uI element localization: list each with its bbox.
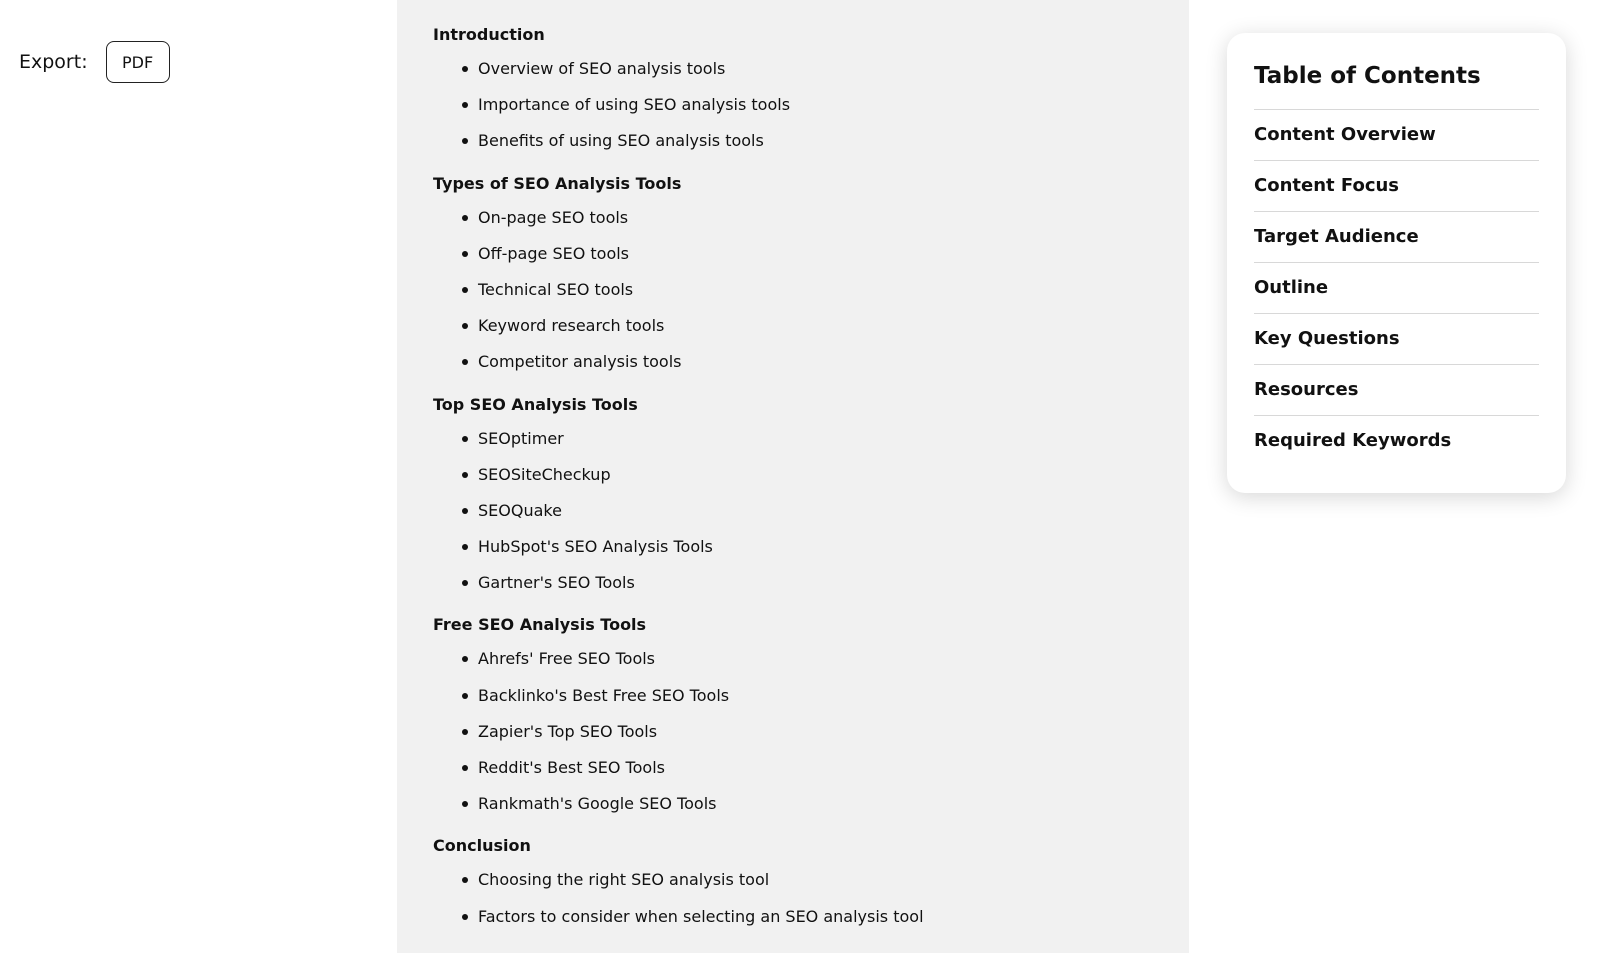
list-item-text: HubSpot's SEO Analysis Tools [478, 537, 713, 557]
bullet-list [433, 56, 1173, 165]
bullet-dot-icon [462, 914, 468, 920]
list-item [433, 349, 1173, 385]
bullet-dot-icon [462, 138, 468, 144]
document-panel[interactable] [397, 0, 1189, 953]
list-item-text: Keyword research tools [478, 316, 665, 336]
bullet-dot-icon [462, 66, 468, 72]
list-item [433, 277, 1173, 313]
bullet-dot-icon [462, 508, 468, 514]
list-item-text: On-page SEO tools [478, 207, 629, 227]
bullet-dot-icon [462, 102, 468, 108]
list-item [433, 570, 1173, 606]
bullet-dot-icon [462, 765, 468, 771]
section-heading: Free SEO Analysis Tools [433, 615, 647, 635]
list-item-text: Gartner's SEO Tools [478, 573, 635, 593]
list-item-text: Ahrefs' Free SEO Tools [478, 649, 656, 669]
list-item [433, 56, 1173, 92]
toc-link[interactable]: Outline [1254, 263, 1539, 314]
bullet-dot-icon [462, 580, 468, 586]
list-item [433, 791, 1173, 827]
document-outline [433, 22, 1173, 946]
bullet-list [433, 646, 1173, 827]
list-item-text: Competitor analysis tools [478, 352, 682, 372]
bullet-dot-icon [462, 287, 468, 293]
list-item-text: Backlinko's Best Free SEO Tools [478, 685, 730, 705]
bullet-dot-icon [462, 436, 468, 442]
list-item [433, 313, 1173, 349]
list-item [433, 426, 1173, 462]
bullet-dot-icon [462, 693, 468, 699]
bullet-dot-icon [462, 359, 468, 365]
export-controls [19, 41, 170, 83]
section-heading: Conclusion [433, 836, 531, 856]
list-item [433, 205, 1173, 241]
toc-link[interactable]: Key Questions [1254, 314, 1539, 365]
list-item [433, 241, 1173, 277]
right-panel [1189, 0, 1600, 953]
list-item [433, 462, 1173, 498]
bullet-dot-icon [462, 801, 468, 807]
toc-link[interactable]: Target Audience [1254, 212, 1539, 263]
bullet-dot-icon [462, 323, 468, 329]
section-heading: Top SEO Analysis Tools [433, 394, 638, 414]
toc-link[interactable]: Content Focus [1254, 161, 1539, 212]
bullet-dot-icon [462, 877, 468, 883]
list-item-text: Overview of SEO analysis tools [478, 59, 726, 78]
list-item-text: SEOQuake [478, 500, 562, 520]
list-item [433, 128, 1173, 164]
list-item [433, 683, 1173, 719]
bullet-list [433, 867, 1173, 939]
list-item [433, 534, 1173, 570]
list-item-text: Factors to consider when selecting an SEO analysis tool [478, 906, 924, 926]
table-of-contents-card [1227, 33, 1566, 493]
bullet-dot-icon [462, 472, 468, 478]
list-item-text: Choosing the right SEO analysis tool [478, 870, 770, 890]
export-label: Export: [19, 51, 88, 73]
export-pdf-button[interactable]: PDF [106, 41, 170, 83]
toc-list [1254, 110, 1539, 466]
list-item [433, 719, 1173, 755]
list-item-text: Reddit's Best SEO Tools [478, 758, 665, 777]
left-panel [0, 0, 397, 953]
bullet-list [433, 205, 1173, 386]
toc-link[interactable]: Content Overview [1254, 110, 1539, 161]
list-item-text: Technical SEO tools [478, 279, 634, 299]
list-item-text: Rankmath's Google SEO Tools [478, 794, 717, 814]
bullet-list [433, 426, 1173, 607]
bullet-dot-icon [462, 544, 468, 550]
list-item [433, 904, 1173, 940]
section-heading: Introduction [433, 25, 545, 44]
bullet-dot-icon [462, 251, 468, 257]
list-item [433, 646, 1173, 682]
list-item-text: Zapier's Top SEO Tools [478, 721, 658, 741]
list-item [433, 498, 1173, 534]
bullet-dot-icon [462, 215, 468, 221]
list-item [433, 92, 1173, 128]
list-item-text: Benefits of using SEO analysis tools [478, 131, 764, 151]
toc-link[interactable]: Resources [1254, 365, 1539, 416]
list-item-text: Off-page SEO tools [478, 243, 630, 263]
section-heading: Types of SEO Analysis Tools [433, 173, 682, 193]
list-item-text: SEOptimer [478, 428, 564, 448]
toc-link[interactable]: Required Keywords [1254, 430, 1452, 451]
toc-title: Table of Contents [1254, 59, 1539, 110]
list-item [433, 755, 1173, 791]
bullet-dot-icon [462, 656, 468, 662]
list-item-text: Importance of using SEO analysis tools [478, 95, 791, 115]
bullet-dot-icon [462, 729, 468, 735]
list-item [433, 867, 1173, 903]
list-item-text: SEOSiteCheckup [478, 464, 611, 484]
